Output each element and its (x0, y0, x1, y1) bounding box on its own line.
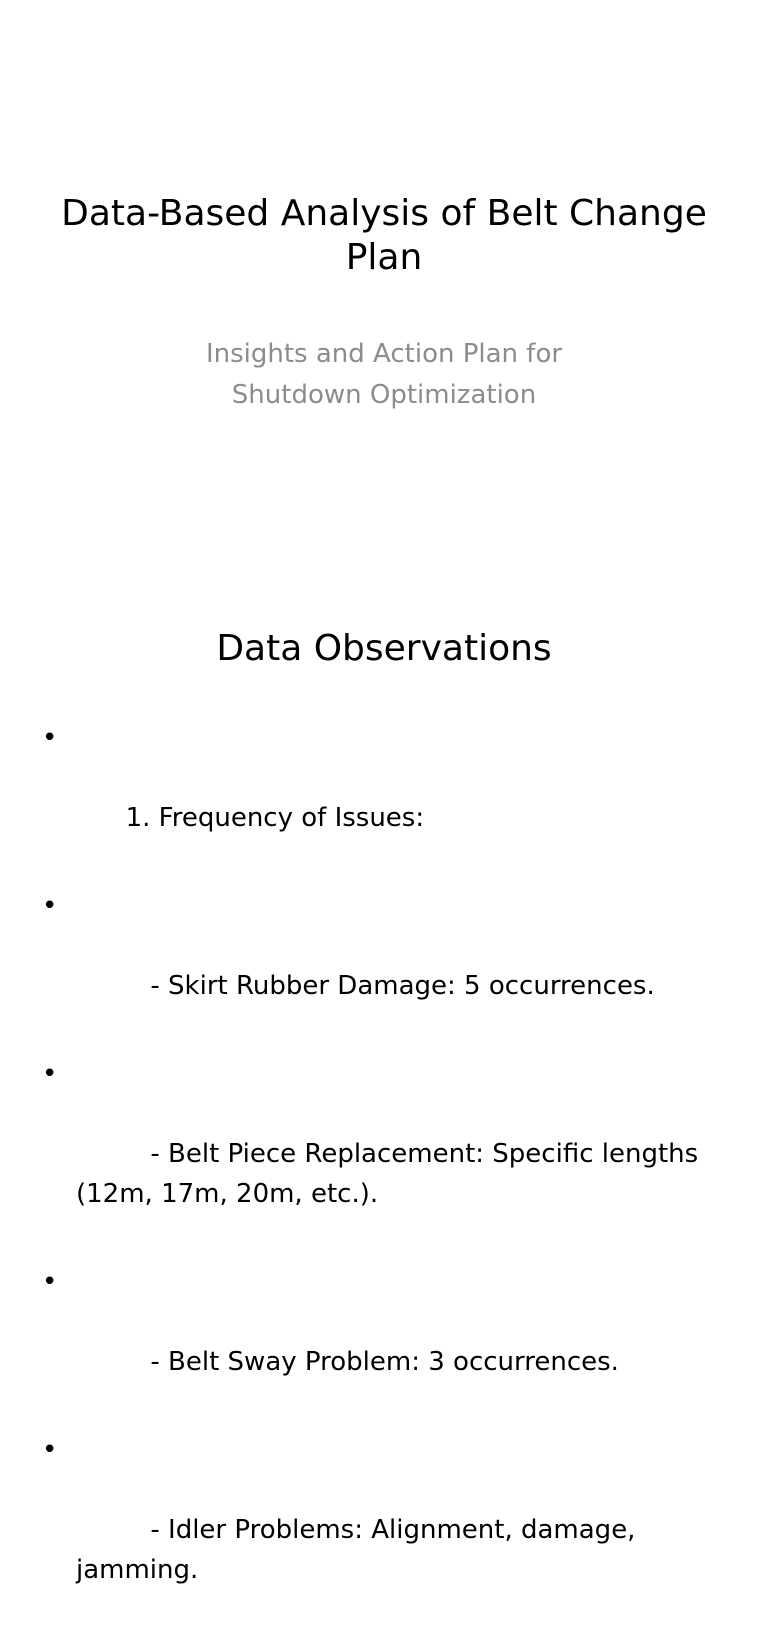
subtitle-line: Shutdown Optimization (231, 380, 537, 410)
list-item (40, 1430, 700, 1630)
bullet-icon: • (42, 1267, 58, 1297)
observations-slide (0, 576, 768, 1585)
subtitle-line: Insights and Action Plan for (205, 339, 563, 369)
list-item (40, 1054, 707, 1254)
slide-title: Data Observations (216, 628, 552, 669)
bullet-icon: • (42, 891, 58, 921)
bullet-icon: • (42, 723, 58, 753)
presentation-title: Data-Based Analysis of Belt Change Plan (61, 193, 707, 278)
list-item (40, 718, 700, 878)
list-item-text: - Belt Sway Problem: 3 occurrences. (125, 1347, 619, 1377)
bullet-icon: • (42, 1435, 58, 1465)
list-item-text: - Idler Problems: Alignment, damage, jamming. (76, 1515, 644, 1585)
bullet-list (40, 718, 707, 1638)
list-item (40, 1262, 700, 1422)
list-item-text: - Skirt Rubber Damage: 5 occurrences. (125, 971, 655, 1001)
list-item-text: - Belt Piece Replacement: Specific lengths (12m, 17m, 20m, etc.). (76, 1139, 707, 1209)
list-item-text: 1. Frequency of Issues: (125, 803, 425, 833)
presentation-subtitle (80, 334, 688, 416)
list-item (40, 886, 700, 1046)
bullet-icon: • (42, 1059, 58, 1089)
title-slide (0, 0, 768, 576)
